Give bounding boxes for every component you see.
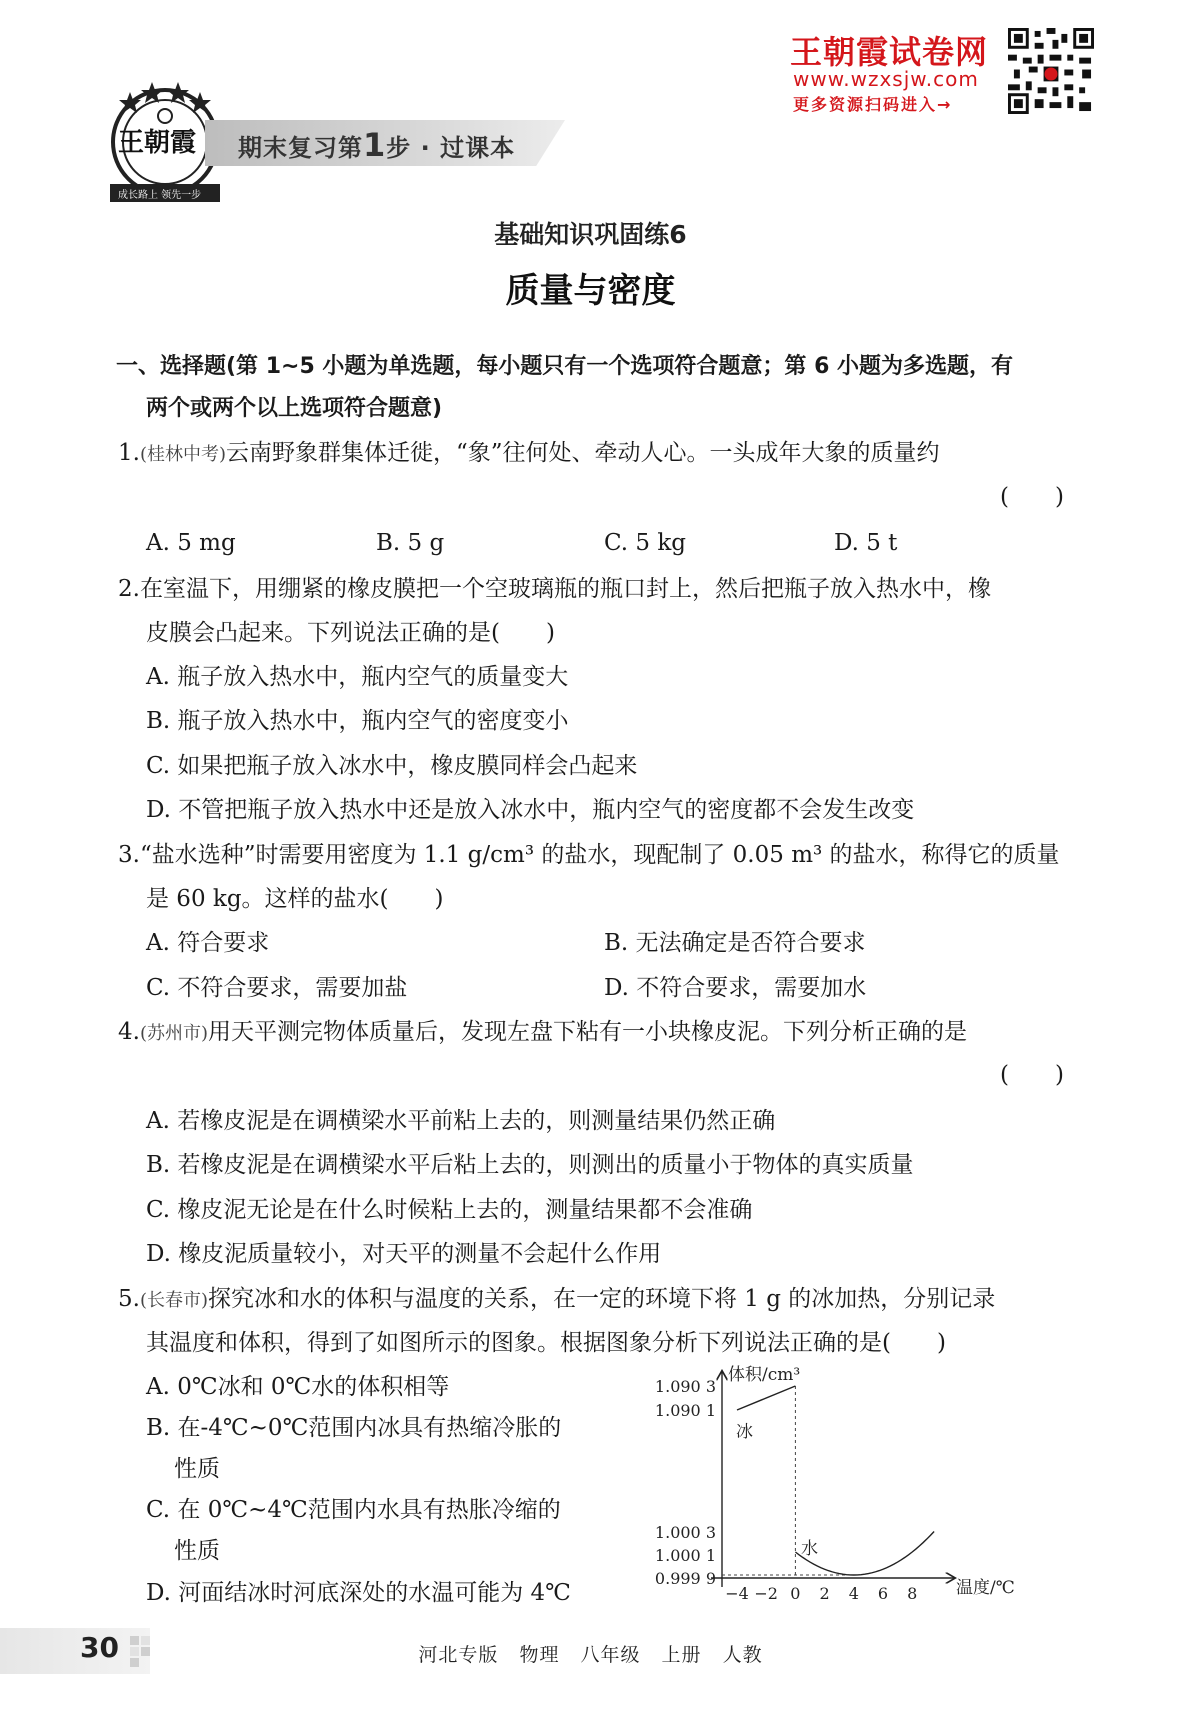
question-number: 1.: [118, 440, 140, 466]
option-b[interactable]: B. 无法确定是否符合要求: [604, 930, 866, 956]
question-1: [118, 438, 940, 470]
brand-url[interactable]: www.wzxsjw.com: [793, 67, 979, 91]
x-tick-label: 0: [790, 1584, 801, 1602]
question-text: “盐水选种”时需要用密度为 1.1 g/cm³ 的盐水，现配制了 0.05 m³ 的盐水，称得它的质量: [139, 842, 1060, 868]
option-c[interactable]: C. 橡皮泥无论是在什么时候粘上去的，测量结果都不会准确: [146, 1197, 753, 1223]
y-tick-label: 1.090 1: [654, 1401, 716, 1420]
question-text: 在室温下，用绷紧的橡皮膜把一个空玻璃瓶的瓶口封上，然后把瓶子放入热水中，橡: [139, 576, 991, 602]
option-a[interactable]: A. 0℃冰和 0℃水的体积相等: [146, 1374, 450, 1400]
question-3-line2: 是 60 kg。这样的盐水( ): [146, 886, 444, 912]
y-tick-label: 1.000 3: [654, 1523, 716, 1542]
option-a[interactable]: A. 瓶子放入热水中，瓶内空气的质量变大: [146, 664, 569, 690]
y-tick-label: 1.090 3: [654, 1377, 716, 1396]
option-b-cont: 性质: [174, 1456, 220, 1482]
question-source: (桂林中考): [139, 444, 226, 465]
ice-label: 冰: [736, 1422, 753, 1442]
x-tick-label: 2: [819, 1584, 830, 1602]
ice-series-line: [737, 1386, 795, 1410]
question-text: 用天平测完物体质量后，发现左盘下粘有一小块橡皮泥。下列分析正确的是: [208, 1019, 967, 1045]
option-c[interactable]: C. 不符合要求，需要加盐: [146, 975, 408, 1001]
answer-blank[interactable]: ( ): [1000, 1062, 1064, 1088]
question-number: 5.: [118, 1286, 140, 1312]
option-d[interactable]: D. 河面结冰时河底深处的水温可能为 4℃: [146, 1580, 571, 1606]
question-number: 3.: [118, 842, 140, 868]
question-number: 2.: [118, 576, 140, 602]
option-d[interactable]: D. 橡皮泥质量较小，对天平的测量不会起什么作用: [146, 1241, 662, 1267]
question-2-line2: 皮膜会凸起来。下列说法正确的是( ): [146, 620, 555, 646]
qr-code-icon[interactable]: [1008, 28, 1094, 114]
option-b[interactable]: B. 瓶子放入热水中，瓶内空气的密度变小: [146, 708, 569, 734]
question-4: [118, 1017, 967, 1049]
page-title: 质量与密度: [505, 271, 676, 311]
option-b[interactable]: B. 在-4℃~0℃范围内冰具有热缩冷胀的: [146, 1415, 562, 1441]
option-d[interactable]: D. 不管把瓶子放入热水中还是放入冰水中，瓶内空气的密度都不会发生改变: [146, 797, 915, 823]
water-label: 水: [801, 1539, 818, 1559]
section-heading-line1: 一、选择题(第 1~5 小题为单选题，每小题只有一个选项符合题意；第 6 小题为多选题，有: [116, 354, 1014, 379]
option-a[interactable]: A. 符合要求: [146, 930, 270, 956]
answer-blank[interactable]: ( ): [1000, 484, 1064, 510]
ribbon-title: 期末复习第1步 · 过课本: [238, 126, 516, 164]
option-b[interactable]: B. 5 g: [376, 530, 445, 556]
y-tick-label: 0.999 9: [654, 1569, 716, 1588]
exercise-subtitle: 基础知识巩固练6: [494, 220, 687, 249]
scan-hint: 更多资源扫码进入→: [793, 95, 953, 114]
option-d[interactable]: D. 不符合要求，需要加水: [604, 975, 867, 1001]
question-5: [118, 1284, 995, 1316]
page-number: 30: [80, 1631, 119, 1664]
x-axis-label: 温度/℃: [956, 1578, 1015, 1598]
question-number: 4.: [118, 1019, 140, 1045]
question-source: (长春市): [139, 1290, 208, 1311]
footer-info: 河北专版 物理 八年级 上册 人教: [418, 1644, 763, 1666]
brand-name: 王朝霞试卷网: [790, 33, 989, 71]
x-tick-label: 6: [877, 1584, 889, 1602]
logo-name: 王朝霞: [118, 128, 197, 158]
option-c[interactable]: C. 5 kg: [604, 530, 687, 556]
question-text: 探究冰和水的体积与温度的关系，在一定的环境下将 1 g 的冰加热，分别记录: [208, 1286, 996, 1312]
option-d[interactable]: D. 5 t: [834, 530, 898, 556]
option-a[interactable]: A. 若橡皮泥是在调横梁水平前粘上去的，则测量结果仍然正确: [146, 1108, 776, 1134]
y-tick-label: 1.000 1: [654, 1546, 716, 1565]
option-c-cont: 性质: [174, 1538, 220, 1564]
question-3: [118, 840, 1060, 870]
section-heading-line2: 两个或两个以上选项符合题意): [146, 396, 443, 421]
logo-motto: 成长路上 领先一步: [118, 190, 202, 201]
option-b[interactable]: B. 若橡皮泥是在调横梁水平后粘上去的，则测出的质量小于物体的真实质量: [146, 1152, 914, 1178]
option-a[interactable]: A. 5 mg: [146, 530, 236, 556]
x-tick-label: −4: [725, 1584, 749, 1602]
volume-temperature-graph: [636, 1362, 1036, 1602]
question-source: (苏州市): [139, 1023, 208, 1044]
question-2: [118, 574, 991, 604]
y-axis-label: 体积/cm³: [728, 1365, 801, 1385]
x-tick-label: 8: [907, 1584, 918, 1602]
question-text: 云南野象群集体迁徙，“象”往何处、牵动人心。一头成年大象的质量约: [226, 440, 940, 466]
question-5-line2: 其温度和体积，得到了如图所示的图象。根据图象分析下列说法正确的是( ): [146, 1330, 946, 1356]
x-tick-label: −2: [754, 1584, 778, 1602]
x-tick-label: 4: [848, 1584, 859, 1602]
option-c[interactable]: C. 如果把瓶子放入冰水中，橡皮膜同样会凸起来: [146, 753, 638, 779]
option-c[interactable]: C. 在 0℃~4℃范围内水具有热胀冷缩的: [146, 1497, 561, 1523]
